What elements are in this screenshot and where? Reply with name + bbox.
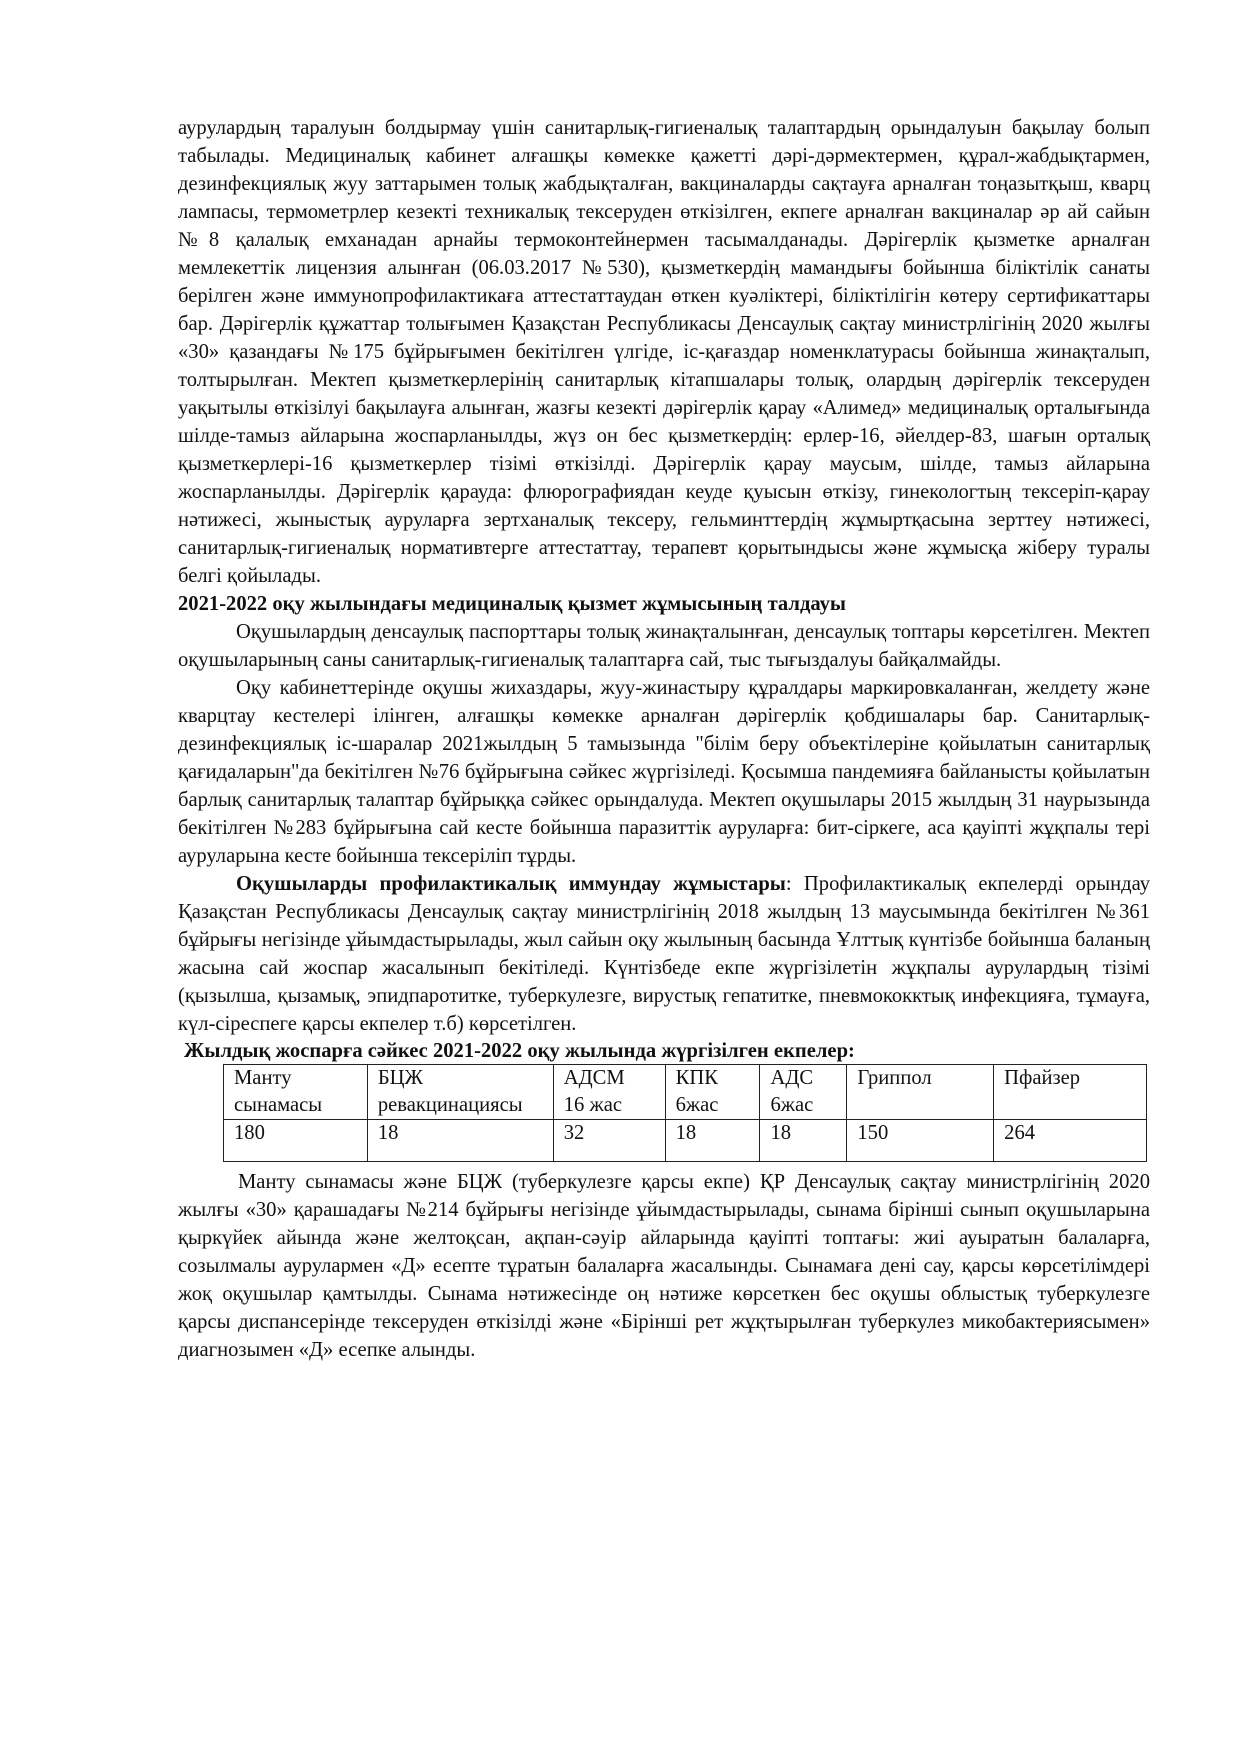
table-header-cell: Манту сынамасы xyxy=(224,1065,368,1120)
vaccination-table xyxy=(223,1064,1147,1162)
table-row xyxy=(224,1120,1147,1162)
table-cell: 18 xyxy=(665,1120,760,1162)
document-page xyxy=(178,114,1150,1364)
table-cell: 180 xyxy=(224,1120,368,1162)
immunization-colon: : xyxy=(785,873,792,895)
table-cell: 150 xyxy=(847,1120,994,1162)
section-heading-analysis: 2021-2022 оқу жылындағы медициналық қызмет жұмысының талдауы xyxy=(178,593,847,615)
immunization-text: Профилактикалық екпелерді орындау Қазақстан Республикасы Денсаулық сақтау министрлігінің 2018 жылдың 13 маусымында бекітілген №361 бұйрығы негізінде ұйымдастырылады, жыл сайын оқу жылының басында Ұлттық күнтізбе бойынша баланың жасына сай жоспар жасалынып бекітіледі. Күнтізбеде екпе жүргізілетін жұқпалы аурулардың тізімі (қызылша, қызамық, эпидпаротитке, туберкулезге, вирустық гепатитке, пневмококктық инфекцияға, тұмауға, күл-сіреспеге қарсы екпелер т.б) көрсетілген. xyxy=(178,873,1150,1035)
table-header-cell: КПК 6жас xyxy=(665,1065,760,1120)
table-cell: 18 xyxy=(760,1120,847,1162)
paragraph-mantoux-bcg: Манту сынамасы және БЦЖ (туберкулезге қарсы екпе) ҚР Денсаулық сақтау министрлігінің 2020 жылғы «30» қарашадағы №214 бұйрығы негізінде ұйымдастырылады, сынама бірінші сынып оқушыларына қыркүйек айында және желтоқсан, ақпан-сәуір айларында қауіпті топтағы: жиі ауыратын балаларға, созылмалы аурулармен «Д» есепте тұратын балаларға жасалынды. Сынамаға дені сау, қарсы көрсетілімдері жоқ оқушылар қамтылды. Сынама нәтижесінде оң нәтиже көрсеткен бес оқушы облыстық туберкулезге қарсы диспансерінде тексеруден өткізілді және «Бірінші рет жұқтырылған туберкулез микобактериясымен» диагнозымен «Д» есепке алынды. xyxy=(178,1171,1150,1361)
table-cell: 264 xyxy=(994,1120,1147,1162)
immunization-heading: Оқушыларды профилактикалық иммундау жұмыстары xyxy=(236,873,786,895)
paragraph-health-passports: Оқушылардың денсаулық паспорттары толық жинақталынған, денсаулық топтары көрсетілген. Мектеп оқушыларының саны санитарлық-гигиеналық талаптарға сай, тыс тығыздалуы байқалмайды. xyxy=(178,621,1150,671)
paragraph-sanitary-measures: Оқу кабинеттерінде оқушы жихаздары, жуу-жинастыру құралдары маркировкаланған, желдету және кварцтау кестелері ілінген, алғашқы көмекке арналған дәрігерлік қобдишалары бар. Санитарлық-дезинфекциялық іс-шаралар 2021жылдың 5 тамызында "білім беру объектілеріне қойылатын санитарлық қағидаларын"да бекітілген №76 бұйрығына сәйкес жүргізіледі. Қосымша пандемияға байланысты қойылатын барлық санитарлық талаптар бұйрыққа сәйкес орындалуда. Мектеп оқушылары 2015 жылдың 31 наурызында бекітілген №283 бұйрығына сай кесте бойынша паразиттік ауруларға: бит-сіркеге, аса қауіпті жұқпалы тері ауруларына кесте бойынша тексеріліп тұрды. xyxy=(178,677,1150,867)
table-cell: 18 xyxy=(367,1120,553,1162)
table-header-cell: БЦЖ ревакцинациясы xyxy=(367,1065,553,1120)
table-header-cell: АДС 6жас xyxy=(760,1065,847,1120)
table-header-cell: АДСМ 16 жас xyxy=(553,1065,665,1120)
paragraph-medical-cabinet: аурулардың таралуын болдырмау үшін санитарлық-гигиеналық талаптардың орындалуын бақылау болып табылады. Медициналық кабинет алғашқы көмекке қажетті дәрі-дәрмектермен, құрал-жабдықтармен, дезинфекциялық жуу заттарымен толық жабдықталған, вакциналарды сақтауға арналған тоңазытқыш, кварц лампасы, термометрлер кезекті техникалық тексеруден өткізілген, екпеге арналған вакциналар әр ай сайын №8 қалалық емханадан арнайы термоконтейнермен тасымалданады. Дәрігерлік қызметке арналған мемлекеттік лицензия алынған (06.03.2017 №530), қызметкердің мамандығы бойынша біліктілік санаты берілген және иммунопрофилактикаға аттестаттаудан өткен куәліктері, біліктілігін көтеру сертификаттары бар. Дәрігерлік құжаттар толығымен Қазақстан Республикасы Денсаулық сақтау министрлігінің 2020 жылғы «30» қазандағы №175 бұйрығымен бекітілген үлгіде, іс-қағаздар номенклатурасы бойынша жинақталып, толтырылған. Мектеп қызметкерлерінің санитарлық кітапшалары толық, олардың дәрігерлік тексеруден уақытылы өткізілуі бақылауға алынған, жазғы кезекті дәрігерлік қарау «Алимед» медициналық орталығында шілде-тамыз айларына жоспарланылды, жүз он бес қызметкердің: ерлер-16, әйелдер-83, шағын орталық қызметкерлері-16 қызметкерлер тізімі өткізілді. Дәрігерлік қарау маусым, шілде, тамыз айларына жоспарланылды. Дәрігерлік қарауда: флюрографиядан кеуде қуысын өткізу, гинекологтың тексеріп-қарау нәтижесі, жыныстық ауруларға зертханалық тексеру, гельминттердің жұмыртқасына зерттеу нәтижесі, санитарлық-гигиеналық нормативтерге аттестаттау, терапевт қорытындысы және жұмысқа жіберу туралы белгі қойылады. xyxy=(178,117,1150,587)
table-title: Жылдық жоспарға сәйкес 2021-2022 оқу жылында жүргізілген екпелер: xyxy=(184,1040,855,1062)
table-header-row xyxy=(224,1065,1147,1120)
table-header-cell: Пфайзер xyxy=(994,1065,1147,1120)
table-header-cell: Гриппол xyxy=(847,1065,994,1120)
paragraph-immunization xyxy=(178,870,1150,1038)
table-cell: 32 xyxy=(553,1120,665,1162)
